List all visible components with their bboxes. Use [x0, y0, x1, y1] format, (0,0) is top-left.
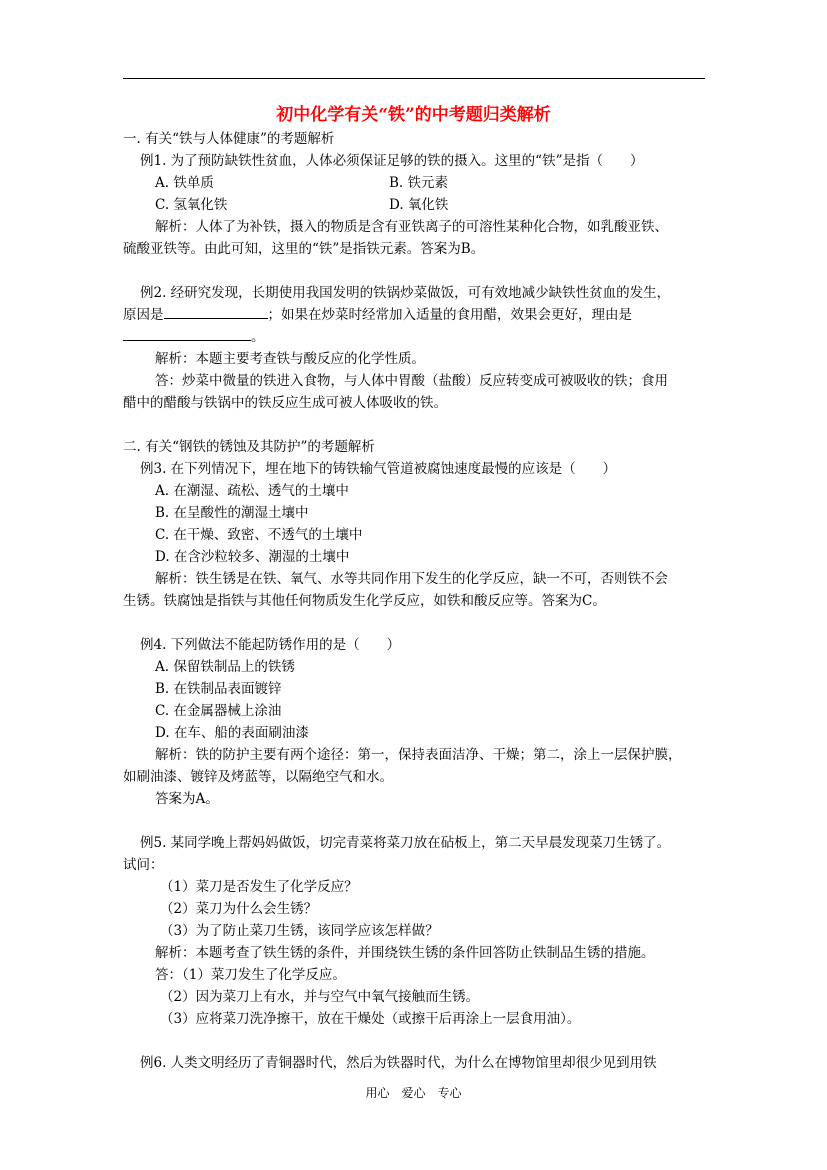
example-2-analysis: 解析：本题主要考查铁与酸反应的化学性质。 [155, 351, 425, 367]
header-rule [123, 78, 705, 79]
example-1-question: 例1. 为了预防缺铁性贫血，人体必须保证足够的铁的摄入。这里的“铁”是指（ ） [140, 153, 644, 169]
example-3-analysis: 解析：铁生锈是在铁、氧气、水等共同作用下发生的化学反应，缺一不可，否则铁不会 [155, 571, 668, 587]
option-a: A. 铁单质 [155, 175, 214, 191]
option-d: D. 在含沙粒较多、潮湿的土壤中 [155, 549, 350, 565]
example-2-question-end: 。 [123, 326, 707, 348]
answer-blank[interactable] [164, 304, 268, 319]
example-2-question: 例2. 经研究发现，长期使用我国发明的铁锅炒菜做饭，可有效地减少缺铁性贫血的发生， [140, 285, 671, 301]
example-6-question: 例6. 人类文明经历了青铜器时代，然后为铁器时代，为什么在博物馆里却很少见到用铁 [140, 1055, 657, 1071]
answer-blank[interactable] [123, 326, 251, 341]
option-c: C. 氢氧化铁 [155, 197, 228, 213]
example-2-answer: 答：炒菜中微量的铁进入食物，与人体中胃酸（盐酸）反应转变成可被吸收的铁；食用 [155, 373, 668, 389]
example-1-options-row [123, 194, 707, 216]
document-body [123, 128, 707, 1074]
example-5-answer-2: （2）因为菜刀上有水，并与空气中氧气接触而生锈。 [160, 989, 480, 1005]
example-1-analysis: 解析：人体了为补铁，摄入的物质是含有亚铁离子的可溶性某种化合物，如乳酸亚铁、 [155, 219, 668, 235]
example-3-analysis-cont: 生锈。铁腐蚀是指铁与其他任何物质发生化学反应，如铁和酸反应等。答案为C。 [123, 593, 606, 609]
example-4-question: 例4. 下列做法不能起防锈作用的是（ ） [140, 637, 401, 653]
example-5-question: 例5. 某同学晚上帮妈妈做饭，切完青菜将菜刀放在砧板上，第二天早晨发现菜刀生锈了。 [140, 835, 671, 851]
example-4-analysis-cont: 如刷油漆、镀锌及烤蓝等，以隔绝空气和水。 [123, 769, 393, 785]
section-heading: 一. 有关“铁与人体健康”的考题解析 [123, 131, 335, 147]
sub-question-2: （2）菜刀为什么会生锈？ [160, 901, 318, 917]
option-a: A. 保留铁制品上的铁锈 [155, 659, 295, 675]
example-5-answer-3: （3）应将菜刀洗净擦干，放在干燥处（或擦干后再涂上一层食用油）。 [160, 1011, 581, 1027]
option-c: C. 在干燥、致密、不透气的土壤中 [155, 527, 363, 543]
page-footer: 用心 爱心 专心 [365, 1086, 462, 1100]
example-1-options-row [123, 172, 707, 194]
option-d: D. 在车、船的表面刷油漆 [155, 725, 309, 741]
option-b: B. 在铁制品表面镀锌 [155, 681, 282, 697]
page-title: 初中化学有关“铁”的中考题归类解析 [276, 105, 551, 125]
example-1-analysis-cont: 硫酸亚铁等。由此可知，这里的“铁”是指铁元素。答案为B。 [123, 241, 485, 257]
option-b: B. 在呈酸性的潮湿土壤中 [155, 505, 309, 521]
example-4-answer: 答案为A。 [155, 791, 219, 807]
sub-question-3: （3）为了防止菜刀生锈，该同学应该怎样做？ [160, 923, 439, 939]
option-d: D. 氧化铁 [389, 197, 449, 213]
option-b: B. 铁元素 [389, 175, 449, 191]
example-4-analysis: 解析：铁的防护主要有两个途径：第一，保持表面洁净、干燥；第二，涂上一层保护膜， [155, 747, 682, 763]
example-5-analysis: 解析：本题考查了铁生锈的条件，并围绕铁生锈的条件回答防止铁制品生锈的措施。 [155, 945, 655, 961]
example-3-question: 例3. 在下列情况下，埋在地下的铸铁输气管道被腐蚀速度最慢的应该是（ ） [140, 461, 617, 477]
example-5-question-cont: 试问： [123, 857, 164, 873]
example-2-answer-cont: 醋中的醋酸与铁锅中的铁反应生成可被人体吸收的铁。 [123, 395, 447, 411]
section-heading: 二. 有关“钢铁的锈蚀及其防护”的考题解析 [123, 439, 375, 455]
example-2-question-cont: 原因是 ；如果在炒菜时经常加入适量的食用醋，效果会更好，理由是 [123, 304, 707, 326]
option-a: A. 在潮湿、疏松、透气的土壤中 [155, 483, 349, 499]
option-c: C. 在金属器械上涂油 [155, 703, 282, 719]
sub-question-1: （1）菜刀是否发生了化学反应？ [160, 879, 358, 895]
example-5-answer-1: 答：（1）菜刀发生了化学反应。 [155, 967, 346, 983]
